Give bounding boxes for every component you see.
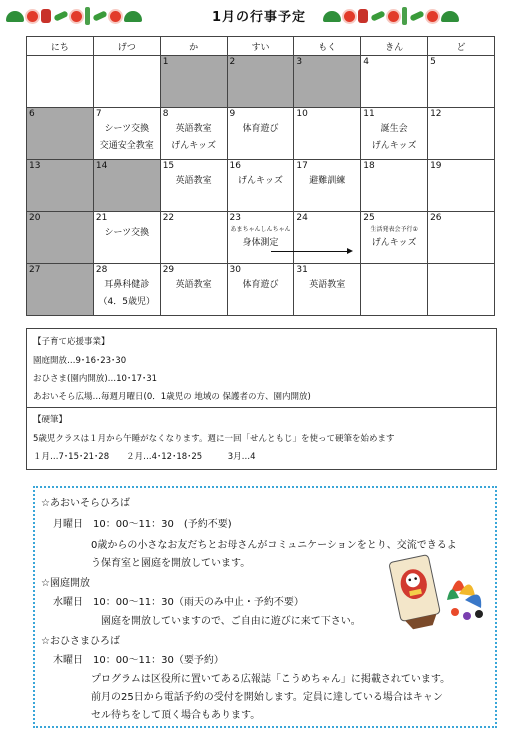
pen-heading: 【硬筆】 — [33, 415, 68, 425]
support-line: おひさま(園内開放)…10･17･31 — [33, 374, 158, 384]
event-label: （4．5歳児） — [98, 297, 155, 307]
day-number: 11 — [363, 109, 375, 119]
calendar-day-cell — [428, 108, 495, 160]
day-number: 28 — [95, 265, 108, 275]
calendar-day-cell — [160, 212, 227, 264]
calendar-week-row — [27, 160, 495, 212]
calendar-week-row — [27, 108, 495, 160]
plum-blossom-icon — [427, 11, 438, 22]
calendar-day-cell — [27, 56, 94, 108]
day-number: 2 — [229, 57, 236, 67]
event-label: 体育遊び — [242, 124, 279, 134]
calendar-day-cell — [160, 108, 227, 160]
event-label: げんキッズ — [238, 176, 283, 186]
calendar-day-cell — [160, 264, 227, 316]
fan-icon — [6, 11, 24, 22]
plum-blossom-icon — [344, 11, 355, 22]
notice-box — [26, 328, 497, 470]
day-number: 27 — [29, 265, 41, 275]
divider — [27, 407, 496, 408]
calendar-day-cell — [27, 160, 94, 212]
page-title: 1月の行事予定 — [211, 10, 307, 25]
fan-icon — [441, 11, 459, 22]
calendar-week-row — [27, 56, 495, 108]
pine-leaf-icon — [53, 10, 68, 21]
calendar-day-cell — [294, 264, 361, 316]
day-number: 13 — [29, 161, 41, 171]
day-number: 3 — [296, 57, 303, 67]
daruma-decoration-icon — [385, 550, 493, 630]
day-number: 16 — [229, 161, 241, 171]
event-label: 身体測定 — [242, 238, 279, 248]
day-number: 24 — [296, 213, 308, 223]
calendar-day-cell — [27, 108, 94, 160]
event-label: 交通安全教室 — [99, 141, 154, 151]
arrowhead-icon — [347, 248, 353, 254]
calendar-day-cell — [428, 160, 495, 212]
day-number: 18 — [363, 161, 375, 171]
section-desc: セル待ちをして頂く場合もあります。 — [91, 710, 261, 721]
event-label: 誕生会 — [380, 124, 408, 134]
bamboo-icon — [402, 7, 407, 25]
section-time: 水曜日 10：00～11：30（雨天のみ中止・予約不要） — [53, 597, 304, 608]
calendar-day-cell — [93, 108, 160, 160]
day-number: 31 — [296, 265, 308, 275]
weekday-thu: もく — [294, 37, 361, 56]
event-label: 英語教室 — [175, 124, 212, 134]
day-number: 29 — [162, 265, 175, 275]
day-number — [27, 56, 93, 69]
calendar-day-cell — [294, 108, 361, 160]
day-number: 14 — [95, 161, 108, 171]
weekday-tue: か — [160, 37, 227, 56]
event-span-arrow — [271, 251, 349, 252]
calendar-day-cell — [227, 212, 294, 264]
support-line: 園庭開放…9･16･23･30 — [33, 356, 127, 366]
section-title: ☆おひさまひろば — [41, 636, 120, 647]
calendar-day-cell — [160, 56, 227, 108]
event-label: げんキッズ — [171, 141, 217, 151]
plum-blossom-icon — [27, 11, 38, 22]
section-desc: 前月の25日から電話予約の受付を開始します。定員に達している場合はキャン — [91, 692, 443, 703]
day-number: 23 — [229, 213, 241, 223]
calendar-day-cell — [428, 56, 495, 108]
calendar-day-cell — [227, 108, 294, 160]
support-line: あおいそら広場…毎週月曜日(0．1歳児の 地域の 保護者の方、園内開放) — [33, 392, 311, 402]
section-title: ☆あおいそらひろば — [41, 498, 130, 509]
event-label: 生活発表会予行① — [370, 226, 418, 233]
pine-leaf-icon — [370, 10, 385, 21]
calendar-day-cell — [227, 264, 294, 316]
calendar-day-cell — [428, 212, 495, 264]
calendar-day-cell — [294, 212, 361, 264]
day-number — [428, 264, 494, 277]
pen-line: １月…7･15･21･28 ２月…4･12･18･25 3月…4 — [33, 452, 256, 462]
day-number: 20 — [29, 213, 41, 223]
pen-line: 5歳児クラスは１月から午睡がなくなります。週に一回「せんともじ」を使って硬筆を始めます — [33, 434, 395, 444]
day-number: 6 — [29, 109, 35, 119]
day-number: 7 — [95, 109, 102, 119]
event-label: シーツ交換 — [104, 228, 150, 238]
day-number: 10 — [296, 109, 308, 119]
calendar-week-row — [27, 212, 495, 264]
calendar-day-cell — [160, 160, 227, 212]
day-number: 15 — [162, 161, 175, 171]
calendar-day-cell — [361, 212, 428, 264]
plum-blossom-icon — [388, 11, 399, 22]
bamboo-icon — [85, 7, 90, 25]
calendar-day-cell — [227, 160, 294, 212]
event-label: げんキッズ — [371, 141, 417, 151]
calendar-day-cell — [27, 264, 94, 316]
section-title: ☆園庭開放 — [41, 578, 90, 589]
calendar-day-cell — [93, 264, 160, 316]
event-label: シーツ交換 — [104, 124, 150, 134]
plum-blossom-icon — [71, 11, 82, 22]
event-label: 英語教室 — [175, 280, 212, 290]
support-heading: 【子育て応援事業】 — [33, 337, 110, 347]
info-box — [33, 486, 497, 728]
calendar-day-cell — [428, 264, 495, 316]
weekday-mon: げつ — [93, 37, 160, 56]
section-desc: う保育室と園庭を開放しています。 — [91, 558, 251, 569]
weekday-wed: すい — [227, 37, 294, 56]
day-number: 19 — [430, 161, 442, 171]
new-year-decoration-left — [6, 4, 142, 28]
event-label: 英語教室 — [309, 280, 346, 290]
calendar-day-cell — [93, 56, 160, 108]
calendar-day-cell — [361, 56, 428, 108]
day-number: 22 — [162, 213, 175, 223]
calendar-day-cell — [294, 56, 361, 108]
plum-blossom-icon — [110, 11, 121, 22]
weekday-fri: きん — [361, 37, 428, 56]
day-number: 17 — [296, 161, 308, 171]
day-number: 26 — [430, 213, 442, 223]
day-number: 8 — [162, 109, 169, 119]
day-number — [94, 56, 160, 69]
day-number: 5 — [430, 57, 436, 67]
calendar-week-row — [27, 264, 495, 316]
event-label: 英語教室 — [175, 176, 212, 186]
event-label: あまちゃんしんちゃん — [230, 226, 291, 233]
calendar-day-cell — [93, 160, 160, 212]
section-time: 月曜日 10：00～11：30 (予約不要) — [53, 519, 232, 530]
calendar-day-cell — [93, 212, 160, 264]
day-number: 25 — [363, 213, 375, 223]
weekday-sun: にち — [27, 37, 94, 56]
event-label: 体育遊び — [242, 280, 279, 290]
weekday-sat: ど — [428, 37, 495, 56]
day-number: 1 — [162, 57, 169, 67]
pine-leaf-icon — [92, 10, 107, 21]
section-desc: 0歳からの小さなお友だちとお母さんがコミュニケーションをとり、交流できるよ — [91, 540, 457, 551]
event-label: 避難訓練 — [309, 176, 346, 186]
drum-icon — [41, 9, 51, 23]
calendar-day-cell — [294, 160, 361, 212]
drum-icon — [358, 9, 368, 23]
fan-icon — [323, 11, 341, 22]
calendar-day-cell — [361, 160, 428, 212]
section-desc: 園庭を開放していますので、ご自由に遊びに来て下さい。 — [101, 616, 361, 627]
new-year-decoration-right — [323, 4, 459, 28]
calendar-day-cell — [27, 212, 94, 264]
day-number: 21 — [95, 213, 108, 223]
header-banner — [0, 0, 515, 34]
section-time: 木曜日 10：00～11：30（要予約） — [53, 655, 224, 666]
calendar-day-cell — [361, 264, 428, 316]
day-number — [361, 264, 427, 277]
weekday-header-row — [27, 37, 495, 56]
day-number: 30 — [229, 265, 241, 275]
event-calendar — [26, 36, 495, 316]
calendar-day-cell — [361, 108, 428, 160]
fan-icon — [124, 11, 142, 22]
day-number: 4 — [363, 57, 369, 67]
event-label: 耳鼻科健診 — [104, 280, 150, 290]
section-desc: プログラムは区役所に置いてある広報誌「こうめちゃん」に掲載されています。 — [91, 674, 451, 685]
event-label: げんキッズ — [371, 238, 417, 248]
day-number: 9 — [229, 109, 236, 119]
pine-leaf-icon — [409, 10, 424, 21]
day-number: 12 — [430, 109, 442, 119]
calendar-day-cell — [227, 56, 294, 108]
